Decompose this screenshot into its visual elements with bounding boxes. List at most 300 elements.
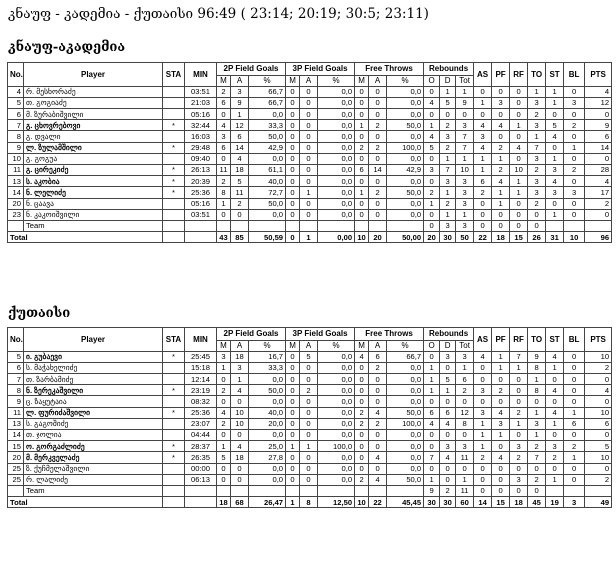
stat-cell: 4 (369, 407, 387, 418)
total-stat-cell: 68 (231, 497, 249, 508)
stat-cell: 0 (300, 109, 318, 120)
total-stat-cell: 3 (564, 497, 585, 508)
player-row (8, 385, 612, 396)
stat-cell: 0 (300, 142, 318, 153)
stat-cell: 66,7 (387, 351, 424, 362)
stat-cell: 3 (546, 187, 564, 198)
stat-cell: 10 (231, 407, 249, 418)
stat-cell: 9 (585, 120, 612, 131)
stat-cell: 0 (369, 374, 387, 385)
jersey-number: 8 (8, 131, 24, 142)
header-row (8, 328, 612, 341)
stat-cell: 0 (585, 374, 612, 385)
stat-cell: 2 (217, 86, 231, 97)
stat-cell (585, 485, 612, 496)
stat-cell: 2 (369, 142, 387, 153)
column-header: MIN (185, 63, 217, 87)
stat-cell: 0 (300, 198, 318, 209)
stat-cell: 0 (300, 362, 318, 373)
stat-cell: 0,0 (387, 463, 424, 474)
player-name: რ. ლალიძე (24, 474, 163, 485)
stat-cell: 66,7 (249, 97, 286, 108)
player-row (8, 86, 612, 97)
stat-cell: 0 (546, 396, 564, 407)
jersey-number: 7 (8, 120, 24, 131)
stat-cell: 2 (585, 474, 612, 485)
stat-cell: 0 (564, 176, 585, 187)
stat-cell: 6 (217, 97, 231, 108)
stat-cell: 1 (546, 153, 564, 164)
stat-cell: 2 (528, 165, 546, 176)
minutes: 26:13 (185, 165, 217, 176)
stat-cell: 50,0 (249, 131, 286, 142)
stat-cell: 2 (528, 198, 546, 209)
column-header: Rebounds (424, 328, 474, 341)
stat-cell: 10 (510, 165, 528, 176)
stat-cell: 0 (474, 374, 492, 385)
stat-cell: 0 (564, 109, 585, 120)
starter-mark: * (163, 407, 185, 418)
stat-cell: 0 (355, 131, 369, 142)
column-subheader: M (286, 75, 300, 86)
stat-cell: 18 (231, 452, 249, 463)
stat-cell: 5 (440, 374, 456, 385)
stat-cell: 4 (492, 176, 510, 187)
stat-cell (249, 485, 286, 496)
stat-cell: 0 (286, 362, 300, 373)
stat-cell: 9 (456, 97, 474, 108)
starter-mark (163, 97, 185, 108)
stat-cell: 33,3 (249, 120, 286, 131)
stat-cell: 0 (231, 474, 249, 485)
stat-cell: 0 (231, 463, 249, 474)
column-header: RF (510, 63, 528, 87)
stat-cell: 0 (300, 97, 318, 108)
player-row (8, 474, 612, 485)
stat-cell: 4 (231, 153, 249, 164)
stat-cell (564, 485, 585, 496)
stat-cell: 0 (355, 109, 369, 120)
stat-cell: 2 (300, 385, 318, 396)
stat-cell: 0 (546, 374, 564, 385)
stat-cell (355, 220, 369, 231)
stat-cell: 3 (528, 418, 546, 429)
minutes: 03:51 (185, 86, 217, 97)
stat-cell: 1 (510, 120, 528, 131)
minutes: 26:35 (185, 452, 217, 463)
total-stat-cell: 18 (217, 497, 231, 508)
stat-cell: 1 (528, 374, 546, 385)
minutes: 05:16 (185, 198, 217, 209)
column-subheader: A (369, 340, 387, 351)
player-row (8, 187, 612, 198)
stat-cell: 0 (440, 396, 456, 407)
stat-cell: 0 (355, 463, 369, 474)
stat-cell: 0 (492, 131, 510, 142)
stat-cell: 0 (217, 153, 231, 164)
stat-cell: 0 (300, 176, 318, 187)
stat-cell: 0 (492, 86, 510, 97)
player-row (8, 485, 612, 496)
stat-cell: 0 (585, 109, 612, 120)
stat-cell: 1 (456, 474, 474, 485)
box-score-table (7, 62, 612, 243)
stat-cell: 0 (510, 374, 528, 385)
stat-cell: 0 (564, 430, 585, 441)
player-row (8, 131, 612, 142)
stat-cell: 5 (440, 97, 456, 108)
stat-cell: 6 (474, 176, 492, 187)
stat-cell: 0,0 (318, 187, 355, 198)
total-stat-cell: 18 (510, 497, 528, 508)
stat-cell: 20,0 (249, 418, 286, 429)
stat-cell: 0,0 (318, 385, 355, 396)
stat-cell: 1 (528, 86, 546, 97)
total-stat-cell: 10 (355, 497, 369, 508)
stat-cell: 2 (528, 109, 546, 120)
stat-cell: 3 (510, 474, 528, 485)
stat-cell: 0 (217, 463, 231, 474)
stat-cell: 4 (369, 474, 387, 485)
stat-cell: 0 (424, 351, 440, 362)
stat-cell: 14 (369, 165, 387, 176)
stat-cell (387, 220, 424, 231)
stat-cell: 0 (286, 430, 300, 441)
column-subheader: A (231, 75, 249, 86)
jersey-number: 13 (8, 176, 24, 187)
column-header: No. (8, 63, 24, 87)
stat-cell: 0,0 (318, 418, 355, 429)
total-row (8, 232, 612, 243)
stat-cell: 12 (585, 97, 612, 108)
stat-cell: 3 (456, 176, 474, 187)
stat-cell: 3 (546, 165, 564, 176)
player-name: ნ. ცაავა (24, 198, 163, 209)
stat-cell: 0,0 (387, 385, 424, 396)
column-header: PTS (585, 63, 612, 87)
stat-cell: 0 (492, 463, 510, 474)
player-row (8, 176, 612, 187)
player-row (8, 209, 612, 220)
player-name: თ. ზარბამიძე (24, 374, 163, 385)
starter-mark (163, 220, 185, 231)
total-stat-cell: 26 (528, 232, 546, 243)
stat-cell: 1 (474, 165, 492, 176)
stat-cell: 0,0 (387, 176, 424, 187)
jersey-number: 6 (8, 362, 24, 373)
total-min (185, 497, 217, 508)
stat-cell: 0 (300, 418, 318, 429)
column-subheader: M (217, 340, 231, 351)
stat-cell: 2 (369, 418, 387, 429)
stat-cell: 2 (217, 418, 231, 429)
stat-cell: 0 (546, 430, 564, 441)
stat-cell: 0 (355, 396, 369, 407)
stat-cell: 1 (424, 374, 440, 385)
player-row (8, 351, 612, 362)
stat-cell: 0 (564, 209, 585, 220)
stat-cell: 14 (585, 142, 612, 153)
stat-cell: 0 (286, 407, 300, 418)
stat-cell: 3 (474, 407, 492, 418)
stat-cell: 0 (440, 109, 456, 120)
stat-cell: 0,0 (318, 97, 355, 108)
stat-cell: 0 (474, 220, 492, 231)
stat-cell: 0 (564, 198, 585, 209)
stat-cell: 40,0 (249, 176, 286, 187)
column-header: 2P Field Goals (217, 63, 286, 76)
stat-cell: 0,0 (318, 165, 355, 176)
stat-cell: 0 (492, 109, 510, 120)
stat-cell: 0,0 (318, 198, 355, 209)
stat-cell: 0 (492, 209, 510, 220)
stat-cell: 40,0 (249, 407, 286, 418)
starter-mark (163, 362, 185, 373)
minutes: 29:48 (185, 142, 217, 153)
stat-cell: 17 (585, 187, 612, 198)
stat-cell: 0 (286, 142, 300, 153)
stat-cell: 0 (492, 441, 510, 452)
stat-cell: 50,0 (387, 187, 424, 198)
stat-cell: 0 (355, 153, 369, 164)
stat-cell: 2 (510, 452, 528, 463)
column-header: PTS (585, 328, 612, 352)
stat-cell: 10 (585, 351, 612, 362)
stat-cell: 2 (369, 120, 387, 131)
stat-cell: 3 (528, 176, 546, 187)
stat-cell: 2 (355, 474, 369, 485)
stat-cell: 18 (231, 351, 249, 362)
player-name: ნ. ზერეკაშვილი (24, 385, 163, 396)
player-row (8, 452, 612, 463)
stat-cell: 3 (528, 120, 546, 131)
stat-cell: 4 (510, 142, 528, 153)
stat-cell (369, 220, 387, 231)
starter-mark (163, 430, 185, 441)
jersey-number: 25 (8, 463, 24, 474)
stat-cell: 2 (528, 474, 546, 485)
stat-cell: 0,0 (387, 396, 424, 407)
jersey-number: 15 (8, 441, 24, 452)
stat-cell: 0,0 (318, 463, 355, 474)
stat-cell: 0 (585, 396, 612, 407)
stat-cell: 0 (546, 463, 564, 474)
player-row (8, 120, 612, 131)
stat-cell: 4 (217, 407, 231, 418)
starter-mark: * (163, 351, 185, 362)
stat-cell: 1 (424, 120, 440, 131)
stat-cell: 0 (369, 463, 387, 474)
team-name: კნაუფ-აკადემია (8, 40, 126, 55)
stat-cell: 1 (546, 209, 564, 220)
stat-cell: 3 (456, 187, 474, 198)
stat-cell: 18 (231, 165, 249, 176)
stat-cell: 11 (217, 165, 231, 176)
column-header: No. (8, 328, 24, 352)
stat-cell: 12 (456, 407, 474, 418)
stat-cell: 1 (456, 209, 474, 220)
stat-cell: 0 (286, 209, 300, 220)
column-subheader: O (424, 340, 440, 351)
stat-cell: 4 (424, 131, 440, 142)
player-name: ი. გუბაევი (24, 351, 163, 362)
stat-cell: 0 (355, 452, 369, 463)
total-stat-cell: 1 (300, 232, 318, 243)
stat-cell: 4 (492, 407, 510, 418)
player-name: გ. გოგუა (24, 153, 163, 164)
stat-cell: 4 (585, 86, 612, 97)
minutes: 12:14 (185, 374, 217, 385)
stat-cell: 0 (355, 374, 369, 385)
stat-cell: 7 (528, 142, 546, 153)
stat-cell: 0 (585, 463, 612, 474)
stat-cell: 100,0 (387, 418, 424, 429)
jersey-number: 4 (8, 86, 24, 97)
stat-cell: 0 (369, 441, 387, 452)
total-stat-cell: 96 (585, 232, 612, 243)
minutes (185, 220, 217, 231)
stat-cell: 0 (300, 153, 318, 164)
stat-cell: 1 (355, 120, 369, 131)
stat-cell: 3 (456, 351, 474, 362)
stat-cell: 0 (474, 362, 492, 373)
stat-cell: 4 (424, 418, 440, 429)
column-subheader: M (286, 340, 300, 351)
jersey-number: 5 (8, 351, 24, 362)
stat-cell: 3 (231, 86, 249, 97)
stat-cell: 1 (564, 407, 585, 418)
stat-cell: 0 (474, 109, 492, 120)
stat-cell: 0 (456, 430, 474, 441)
stat-cell: 0 (355, 86, 369, 97)
stat-cell: 0,0 (249, 209, 286, 220)
stat-cell: 0 (564, 396, 585, 407)
stat-cell: 0 (217, 430, 231, 441)
stat-cell: 6 (355, 165, 369, 176)
stat-cell: 0 (231, 430, 249, 441)
stat-cell: 4 (369, 452, 387, 463)
stat-cell: 0 (564, 131, 585, 142)
stat-cell: 1 (424, 474, 440, 485)
stat-cell: 10 (585, 407, 612, 418)
stat-cell: 1 (474, 441, 492, 452)
total-min (185, 232, 217, 243)
stat-cell: 0 (424, 153, 440, 164)
player-name: გ. დვალი (24, 131, 163, 142)
stat-cell: 0 (510, 385, 528, 396)
stat-cell: 6 (369, 351, 387, 362)
stat-cell: 1 (492, 362, 510, 373)
stat-cell: 0 (231, 209, 249, 220)
stat-cell: 0 (492, 396, 510, 407)
stat-cell: 4 (546, 385, 564, 396)
stat-cell: 0,0 (318, 109, 355, 120)
stat-cell: 3 (456, 198, 474, 209)
stat-cell: 2 (231, 198, 249, 209)
stat-cell: 0,0 (249, 374, 286, 385)
total-stat-cell: 50,59 (249, 232, 286, 243)
column-header: PF (492, 63, 510, 87)
jersey-number: 6 (8, 109, 24, 120)
stat-cell (300, 220, 318, 231)
stat-cell: 0,0 (387, 97, 424, 108)
stat-cell: 4 (355, 351, 369, 362)
stat-cell: 1 (217, 362, 231, 373)
stat-cell: 0 (355, 198, 369, 209)
stat-cell: 0 (546, 109, 564, 120)
column-header: Player (24, 328, 163, 352)
stat-cell: 5 (424, 142, 440, 153)
stat-cell: 0 (510, 198, 528, 209)
column-subheader: Tot (456, 75, 474, 86)
starter-mark (163, 418, 185, 429)
player-name: ნ. ლელიძე (24, 187, 163, 198)
starter-mark (163, 131, 185, 142)
column-header: ST (546, 328, 564, 352)
stat-cell: 0 (564, 385, 585, 396)
stat-cell: 0 (474, 86, 492, 97)
stat-cell: 0 (424, 109, 440, 120)
jersey-number: 23 (8, 209, 24, 220)
stat-cell: 0 (474, 209, 492, 220)
stat-cell: 1 (300, 187, 318, 198)
stat-cell: 1 (528, 407, 546, 418)
stat-cell: 0 (528, 209, 546, 220)
stat-cell: 0,0 (249, 109, 286, 120)
stat-cell: 8 (528, 385, 546, 396)
stat-cell: 2 (440, 142, 456, 153)
stat-cell (369, 485, 387, 496)
stat-cell: 0 (300, 463, 318, 474)
stat-cell: 9 (424, 485, 440, 496)
stat-cell: 0,0 (387, 109, 424, 120)
stat-cell: 0 (286, 463, 300, 474)
stat-cell: 0 (286, 131, 300, 142)
stat-cell: 14 (231, 142, 249, 153)
player-row (8, 463, 612, 474)
stat-cell: 4 (546, 351, 564, 362)
minutes: 06:13 (185, 474, 217, 485)
column-subheader: A (369, 75, 387, 86)
starter-mark (163, 153, 185, 164)
stat-cell: 0 (474, 485, 492, 496)
column-subheader: % (249, 340, 286, 351)
stat-cell: 1 (217, 198, 231, 209)
stat-cell: 0,0 (318, 374, 355, 385)
starter-mark: * (163, 120, 185, 131)
stat-cell: 27,8 (249, 452, 286, 463)
stat-cell: 1 (456, 86, 474, 97)
stat-cell: 0 (300, 374, 318, 385)
stat-cell: 0 (231, 396, 249, 407)
stat-cell: 2 (217, 176, 231, 187)
stat-cell: 1 (286, 441, 300, 452)
stat-cell: 5 (217, 452, 231, 463)
stat-cell: 0 (424, 209, 440, 220)
minutes (185, 485, 217, 496)
stat-cell: 0 (286, 385, 300, 396)
stat-cell: 0 (286, 198, 300, 209)
stat-cell: 0 (564, 474, 585, 485)
column-header: Free Throws (355, 63, 424, 76)
player-row (8, 109, 612, 120)
starter-mark (163, 463, 185, 474)
jersey-number: 9 (8, 142, 24, 153)
total-stat-cell: 10 (355, 232, 369, 243)
stat-cell: 5 (300, 351, 318, 362)
player-name: ლ. ზულამშილი (24, 142, 163, 153)
stat-cell: 0 (510, 220, 528, 231)
